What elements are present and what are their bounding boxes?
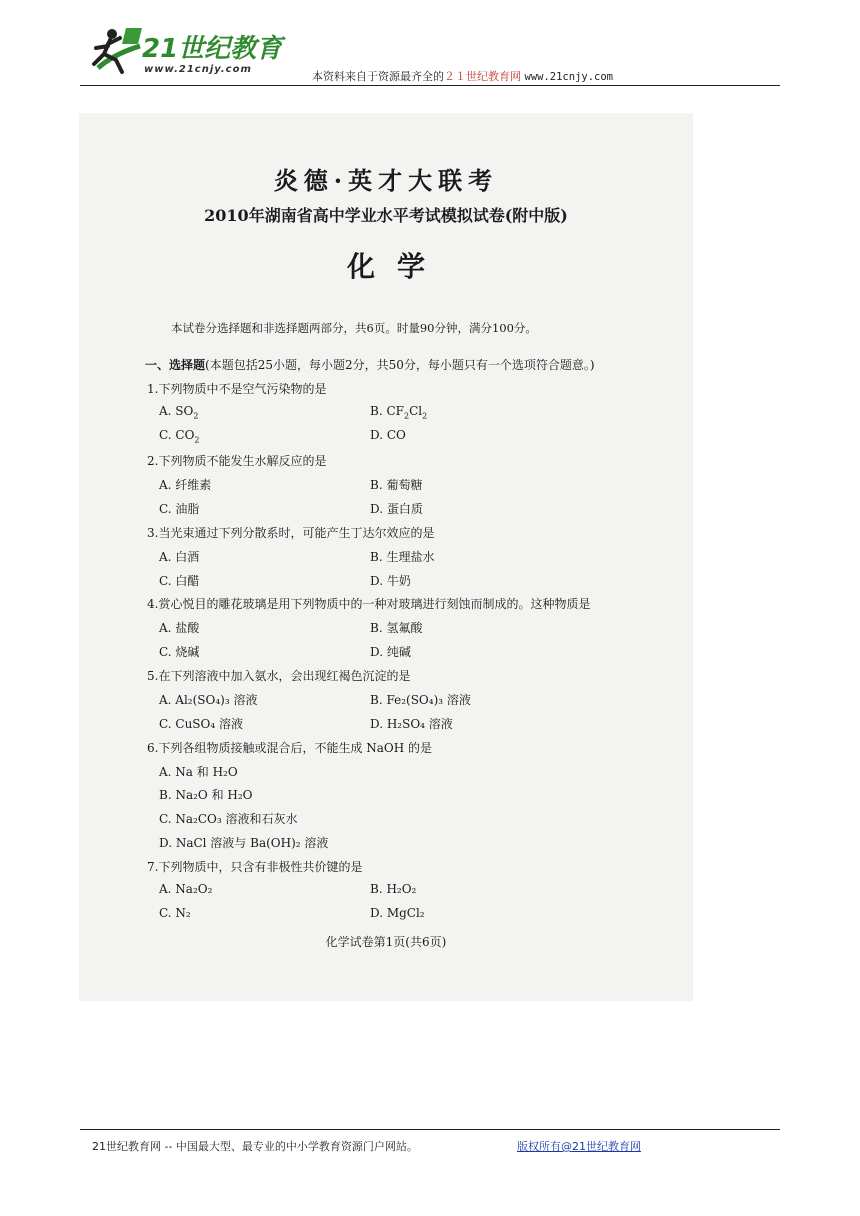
option-b: B. $CF_2Cl_2$ (370, 404, 428, 421)
section-label: 一、选择题 (145, 358, 206, 372)
option-b: B. Fe₂(SO₄)₃ 溶液 (370, 693, 471, 707)
question-stem: 5.在下列溶液中加入氨水，会出现红褐色沉淀的是 (147, 669, 411, 683)
logo-text: 21世纪教育 (142, 34, 283, 64)
option-c: C. $CO_2$ (159, 428, 200, 445)
option-c: C. 油脂 (159, 502, 200, 516)
option-b: B. Na₂O 和 H₂O (159, 788, 253, 802)
header-note-site: ２１世纪教育网 (444, 70, 521, 83)
question-stem: 7.下列物质中，只含有非极性共价键的是 (147, 860, 363, 874)
option-b: B. 葡萄糖 (370, 478, 423, 492)
question-stem: 1.下列物质中不是空气污染物的是 (147, 382, 327, 396)
option-a: A. 盐酸 (159, 621, 200, 635)
exam-instructions: 本试卷分选择题和非选择题两部分，共6页。时量90分钟，满分100分。 (171, 321, 537, 335)
option-c: C. N₂ (159, 906, 191, 920)
question-stem: 3.当光束通过下列分散系时，可能产生丁达尔效应的是 (147, 526, 435, 540)
exam-series-title: 炎德·英才大联考 (273, 166, 499, 195)
footer-text: 21世纪教育网 -- 中国最大型、最专业的中小学教育资源门户网站。 (92, 1140, 418, 1153)
option-c: C. Na₂CO₃ 溶液和石灰水 (159, 812, 298, 826)
option-d: D. 蛋白质 (370, 502, 423, 516)
logo-url: www.21cnjy.com (144, 64, 252, 75)
option-a: A. Al₂(SO₄)₃ 溶液 (159, 693, 258, 707)
scanned-exam-page (79, 113, 693, 1001)
page-number: 化学试卷第1页(共6页) (325, 935, 447, 949)
footer-divider (80, 1129, 780, 1130)
site-logo[interactable] (80, 22, 310, 84)
option-d: D. 纯碱 (370, 645, 411, 659)
running-figure-icon (86, 24, 146, 80)
question-stem: 2.下列物质不能发生水解反应的是 (147, 454, 327, 468)
header-note (312, 68, 613, 84)
copyright-link[interactable]: 版权所有@21世纪教育网 (517, 1140, 641, 1153)
header-note-prefix: 本资料来自于资源最齐全的 (312, 70, 444, 83)
option-b: B. 氢氟酸 (370, 621, 423, 635)
option-a: A. Na 和 H₂O (159, 765, 238, 779)
option-a: A. 纤维素 (159, 478, 212, 492)
option-c: C. 烧碱 (159, 645, 200, 659)
header-note-url[interactable]: www.21cnjy.com (524, 71, 614, 83)
option-a: A. $SO_2$ (159, 404, 199, 421)
option-b: B. H₂O₂ (370, 882, 417, 896)
subject-title: 化学 (346, 250, 447, 283)
section-description: (本题包括25小题，每小题2分，共50分，每小题只有一个选项符合题意。) (205, 358, 595, 372)
option-d: D. CO (370, 428, 406, 442)
question-stem: 6.下列各组物质接触或混合后，不能生成 NaOH 的是 (147, 741, 433, 755)
page-header (80, 22, 780, 86)
option-d: D. 牛奶 (370, 574, 411, 588)
option-d: D. H₂SO₄ 溶液 (370, 717, 453, 731)
option-c: C. CuSO₄ 溶液 (159, 717, 243, 731)
option-b: B. 生理盐水 (370, 550, 435, 564)
section-heading (145, 356, 595, 373)
option-a: A. 白酒 (159, 550, 200, 564)
option-d: D. NaCl 溶液与 Ba(OH)₂ 溶液 (159, 836, 329, 850)
option-a: A. Na₂O₂ (159, 882, 213, 896)
question-stem: 4.赏心悦目的雕花玻璃是用下列物质中的一种对玻璃进行刻蚀而制成的。这种物质是 (147, 597, 591, 611)
header-divider (80, 85, 780, 86)
option-c: C. 白醋 (159, 574, 200, 588)
exam-title: 2010年湖南省高中学业水平考试模拟试卷(附中版) (204, 206, 568, 225)
option-d: D. MgCl₂ (370, 906, 425, 920)
